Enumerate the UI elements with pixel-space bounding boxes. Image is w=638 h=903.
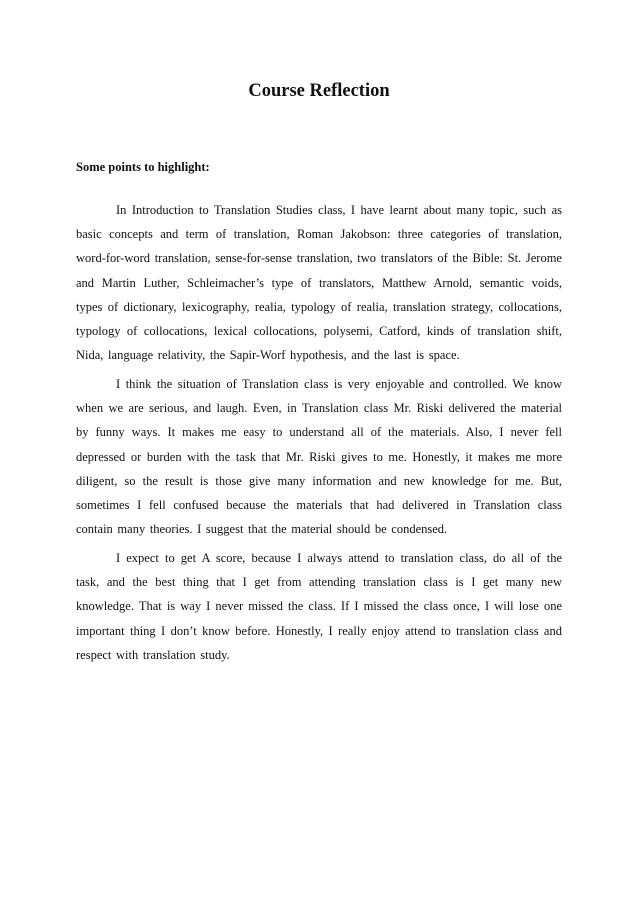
- section-subheading: Some points to highlight:: [76, 160, 210, 174]
- paragraph-class-situation: I think the situation of Translation class is very enjoyable and controlled. We know when we are serious, and laugh. Even, in Translation class Mr. Riski delivered the material by funny ways. It makes me easy to understand all of the materials. Also, I never fell depressed or burden with the task that Mr. Riski gives to me. Honestly, it makes me more diligent, so the result is those give many information and new knowledge for me. But, sometimes I fell confused because the materials that had delivered in Translation class contain many theories. I suggest that the material should be condensed.: [76, 377, 562, 537]
- paragraph-topics: In Introduction to Translation Studies class, I have learnt about many topic, such as basic concepts and term of translation, Roman Jakobson: three categories of translation, word-for-word translation, sense-for-sense translation, two translators of the Bible: St. Jerome and Martin Luther, Schleimacher’s type of translators, Matthew Arnold, semantic voids, types of dictionary, lexicography, realia, typology of realia, translation strategy, collocations, typology of collocations, lexical collocations, polysemi, Catford, kinds of translation shift, Nida, language relativity, the Sapir-Worf hypothesis, and the last is space.: [76, 203, 562, 363]
- paragraph-expectation: I expect to get A score, because I always attend to translation class, do all of the task, and the best thing that I get from attending translation class is I get many new knowledge. That is way I never missed the class. If I missed the class once, I will lose one important thing I don’t know before. Honestly, I really enjoy attend to translation class and respect with translation study.: [76, 551, 562, 662]
- page-title: Course Reflection: [248, 81, 390, 101]
